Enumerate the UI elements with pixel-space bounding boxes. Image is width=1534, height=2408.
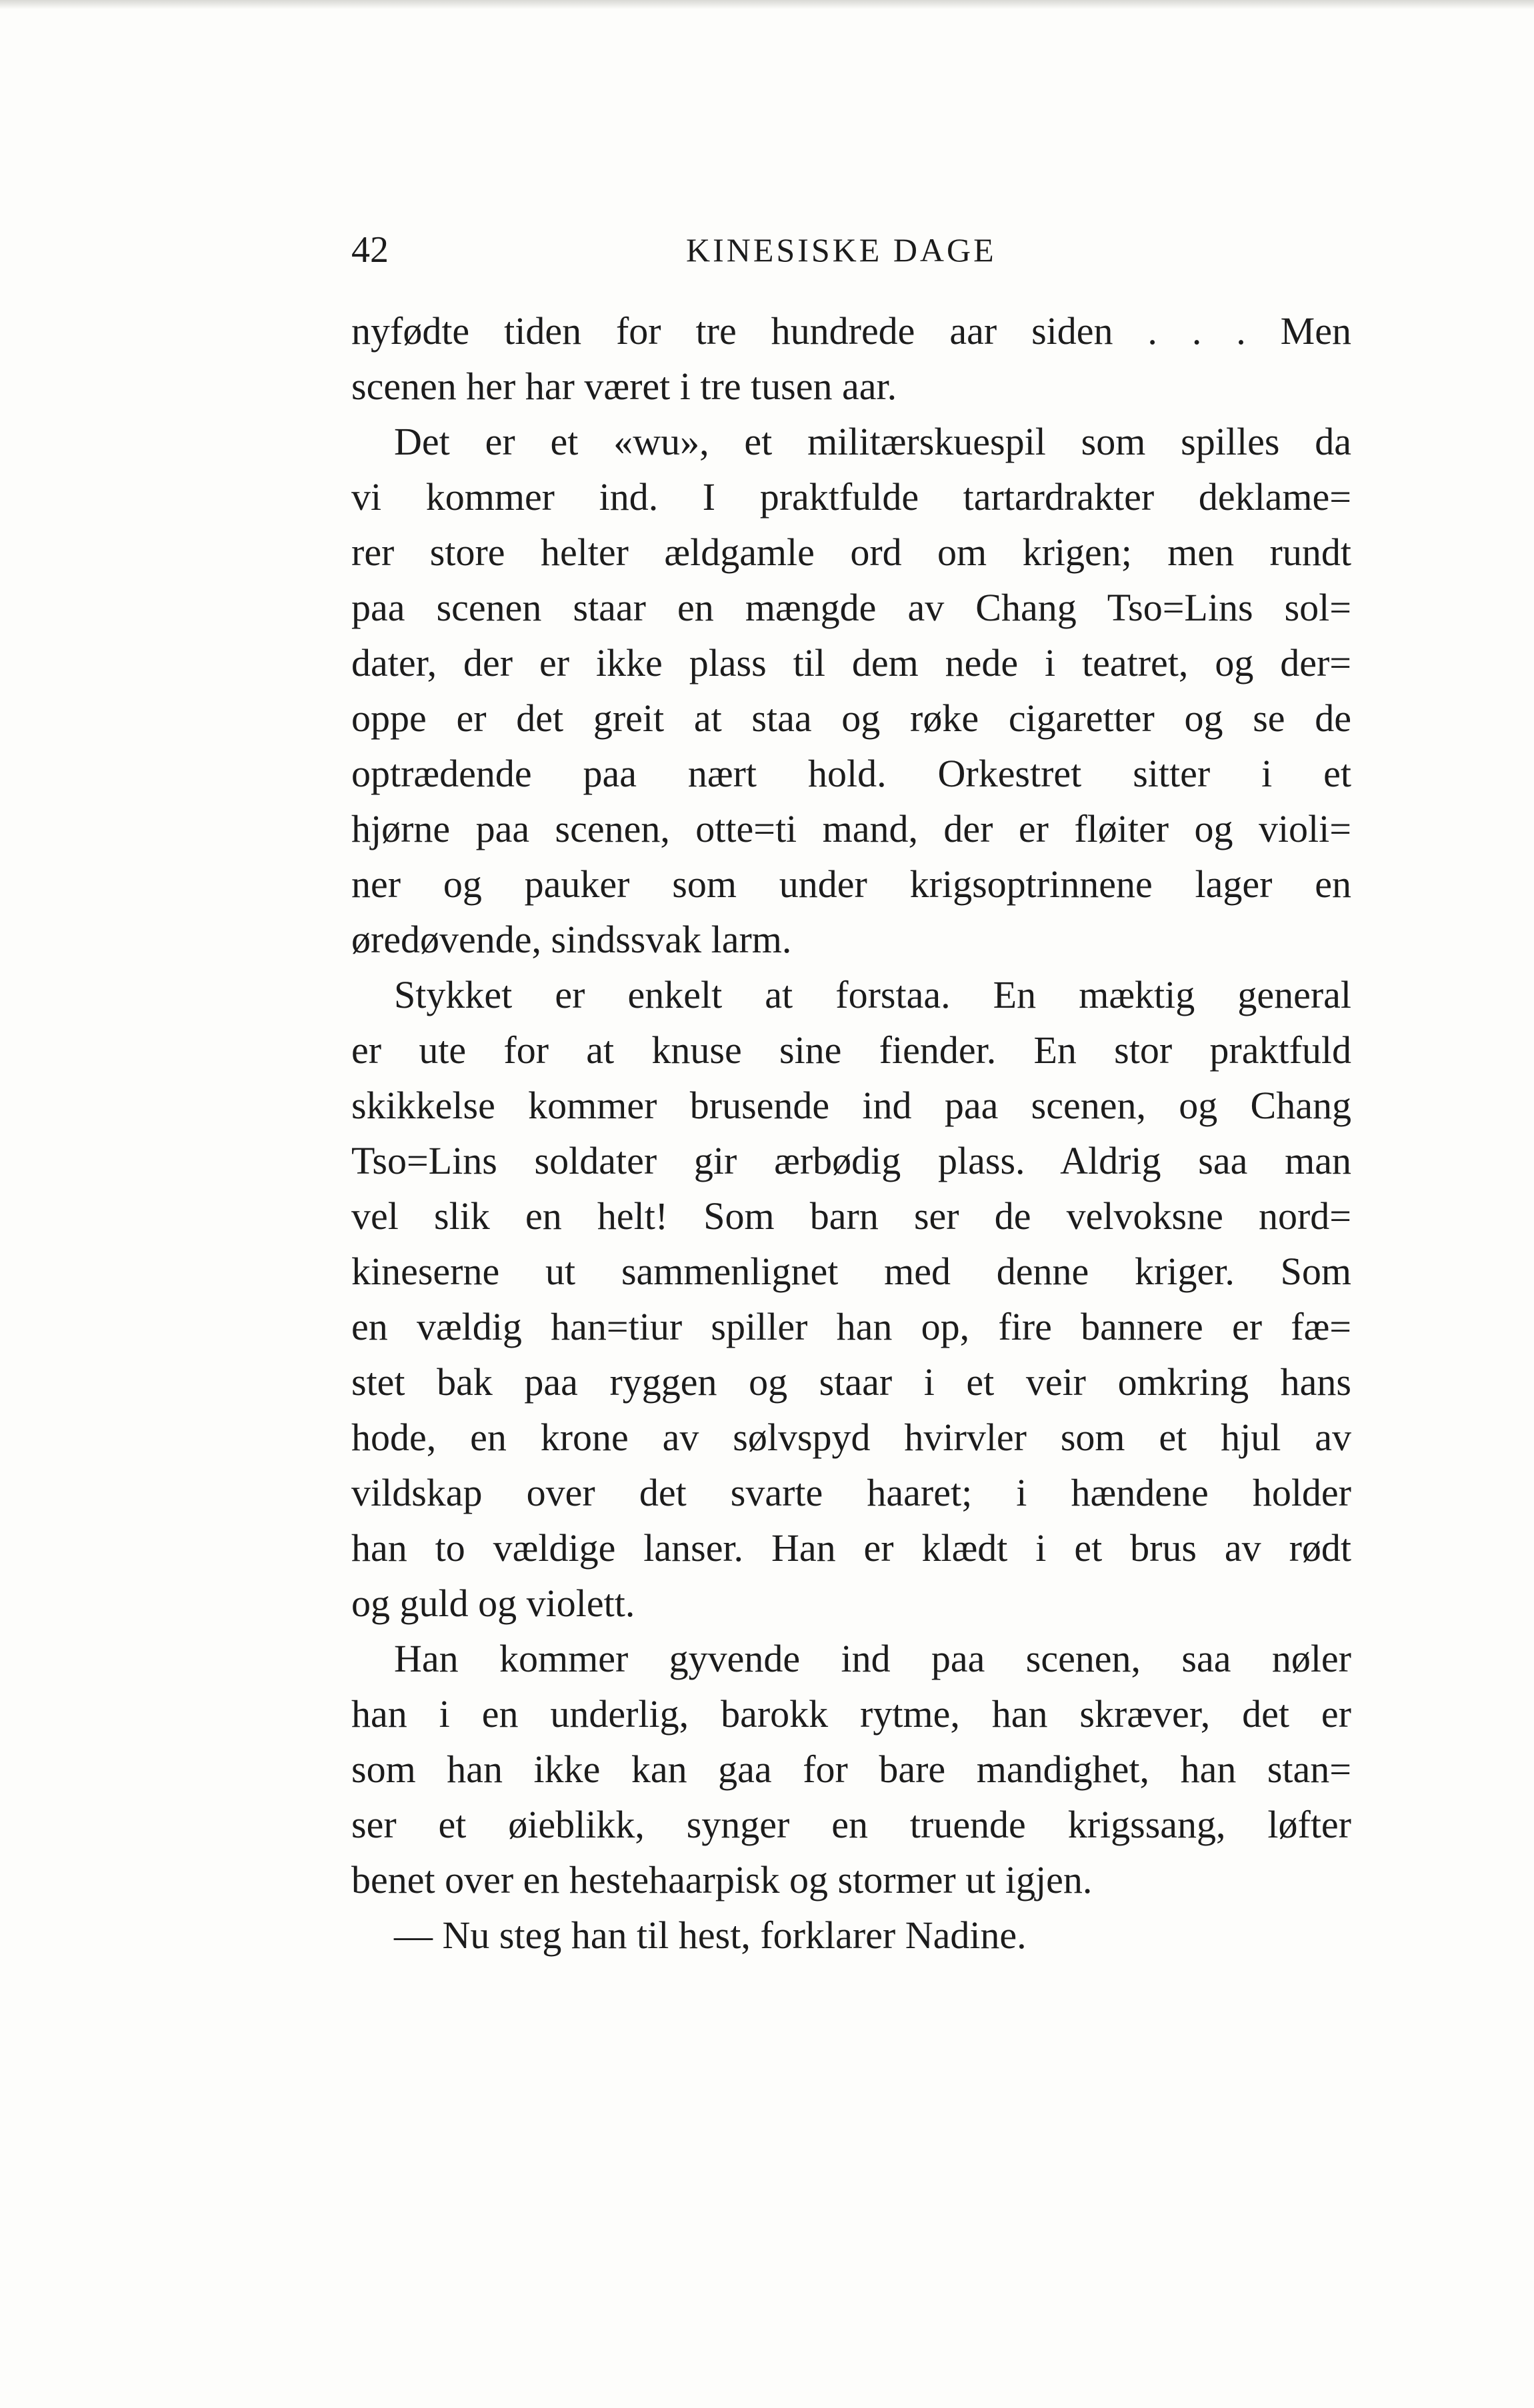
scan-edge [0, 0, 1534, 9]
text-line: kineserne ut sammenlignet med denne kriger. Som [351, 1250, 1351, 1293]
text-line: dater, der er ikke plass til dem nede i teatret, og der= [351, 641, 1351, 684]
text-line: ner og pauker som under krigsoptrinnene lager en [351, 862, 1351, 906]
text-line: scenen her har været i tre tusen aar. [351, 365, 897, 408]
text-line: han to vældige lanser. Han er klædt i et brus av rødt [351, 1526, 1351, 1570]
text-line: rer store helter ældgamle ord om krigen; men rundt [351, 531, 1351, 574]
page-header [351, 220, 1351, 280]
running-title: KINESISKE DAGE [686, 231, 997, 269]
text-line: stet bak paa ryggen og staar i et veir omkring hans [351, 1360, 1351, 1404]
text-line: hjørne paa scenen, otte=ti mand, der er fløiter og violi= [351, 807, 1351, 850]
body-text [351, 303, 1351, 1963]
text-line: ser et øieblikk, synger en truende krigssang, løfter [351, 1803, 1351, 1846]
text-line: og guld og violett. [351, 1582, 635, 1625]
text-line: oppe er det greit at staa og røke cigaretter og se de [351, 696, 1351, 740]
text-line: vildskap over det svarte haaret; i hændene holder [351, 1471, 1351, 1514]
text-line: er ute for at knuse sine fiender. En stor praktfuld [351, 1028, 1351, 1072]
text-line: vel slik en helt! Som barn ser de velvoksne nord= [351, 1194, 1351, 1238]
text-line: som han ikke kan gaa for bare mandighet, han stan= [351, 1748, 1351, 1791]
paragraph-first-line: — Nu steg han til hest, forklarer Nadine. [394, 1913, 1027, 1957]
text-line: nyfødte tiden for tre hundrede aar siden . . . Men [351, 309, 1351, 353]
text-line: skikkelse kommer brusende ind paa scenen, og Chang [351, 1084, 1351, 1127]
page-number: 42 [351, 229, 389, 271]
text-line: benet over en hestehaarpisk og stormer ut igjen. [351, 1858, 1093, 1901]
text-line: hode, en krone av sølvspyd hvirvler som et hjul av [351, 1416, 1351, 1459]
text-line: Tso=Lins soldater gir ærbødig plass. Aldrig saa man [351, 1139, 1351, 1182]
paragraph-first-line: Det er et «wu», et militærskuespil som spilles da [394, 420, 1351, 463]
text-line: han i en underlig, barokk rytme, han skræver, det er [351, 1692, 1351, 1736]
paragraph-first-line: Han kommer gyvende ind paa scenen, saa nøler [394, 1637, 1351, 1680]
text-line: optrædende paa nært hold. Orkestret sitter i et [351, 752, 1351, 795]
text-line: øredøvende, sindssvak larm. [351, 918, 792, 961]
text-line: paa scenen staar en mængde av Chang Tso=Lins sol= [351, 586, 1351, 629]
paragraph-first-line: Stykket er enkelt at forstaa. En mæktig general [394, 973, 1351, 1016]
text-line: en vældig han=tiur spiller han op, fire bannere er fæ= [351, 1305, 1351, 1348]
text-line: vi kommer ind. I praktfulde tartardrakter deklame= [351, 475, 1351, 519]
